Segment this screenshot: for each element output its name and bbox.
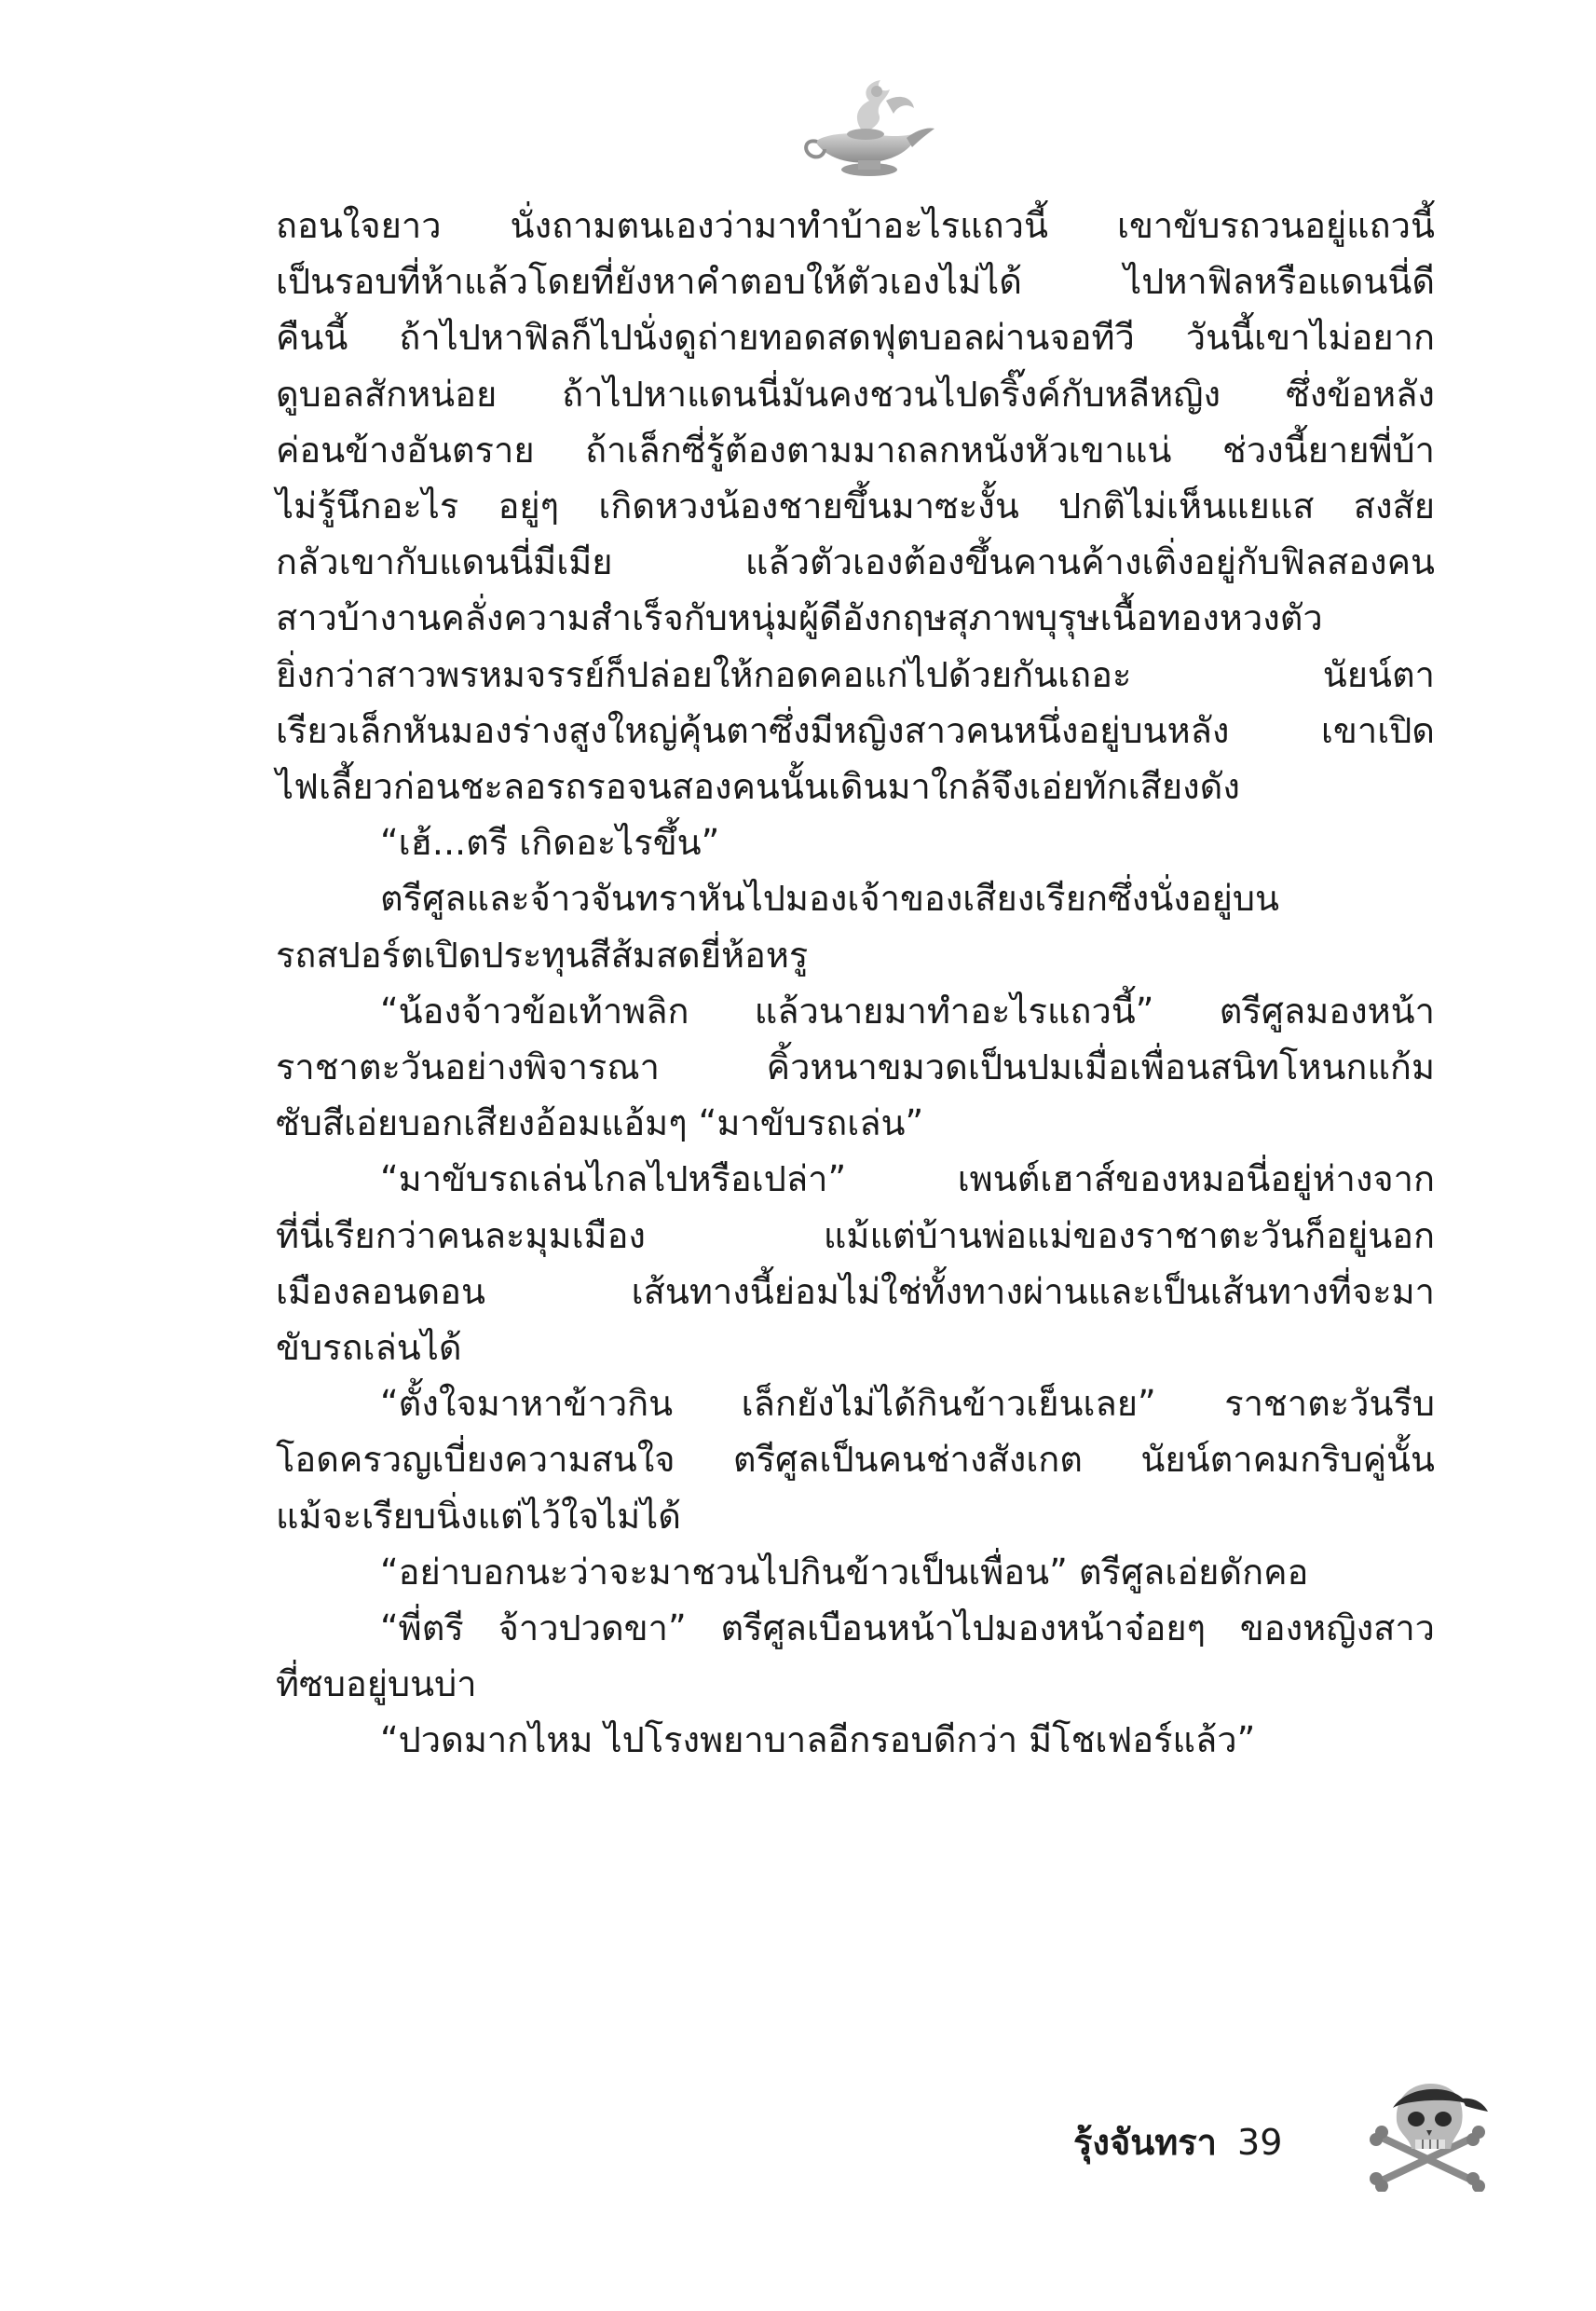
text-line: สาวบ้างานคลั่งความสำเร็จกับหนุ่มผู้ดีอังกฤษสุภาพบุรุษเนื้อทองหวงตัว: [276, 597, 1323, 639]
text-line: คืนนี้ ถ้าไปหาฟิลก็ไปนั่งดูถ่ายทอดสดฟุตบอลผ่านจอทีวี วันนี้เขาไม่อยาก: [276, 317, 1435, 359]
text-line: “ปวดมากไหม ไปโรงพยาบาลอีกรอบดีกว่า มีโชเฟอร์แล้ว”: [380, 1719, 1256, 1761]
text-line: “พี่ตรี จ้าวปวดขา” ตรีศูลเบือนหน้าไปมองหน้าจ๋อยๆ ของหญิงสาว: [380, 1607, 1435, 1649]
text-line: ซับสีเอ่ยบอกเสียงอ้อมแอ้มๆ “มาขับรถเล่น”: [276, 1102, 924, 1144]
text-line: เป็นรอบที่ห้าแล้วโดยที่ยังหาคำตอบให้ตัวเองไม่ได้ ไปหาฟิลหรือแดนนี่ดี: [276, 261, 1435, 303]
text-line: ที่ซบอยู่บนบ่า: [276, 1663, 477, 1705]
text-line: กลัวเขากับแดนนี่มีเมีย แล้วตัวเองต้องขึ้นคานค้างเติ่งอยู่กับฟิลสองคน: [276, 541, 1435, 583]
genie-lamp-icon: [797, 73, 936, 185]
text-line: “อย่าบอกนะว่าจะมาชวนไปกินข้าวเป็นเพื่อน” ตรีศูลเอ่ยดักคอ: [380, 1551, 1309, 1593]
text-line: ยิ่งกว่าสาวพรหมจรรย์ก็ปล่อยให้กอดคอแก่ไปด้วยกันเถอะ นัยน์ตา: [276, 653, 1435, 695]
text-line: โอดครวญเบี่ยงความสนใจ ตรีศูลเป็นคนช่างสังเกต นัยน์ตาคมกริบคู่นั้น: [276, 1439, 1435, 1481]
book-title: รุ้งจันทรา: [1073, 2122, 1218, 2163]
text-line: “น้องจ้าวข้อเท้าพลิก แล้วนายมาทำอะไรแถวนี้” ตรีศูลมองหน้า: [380, 990, 1435, 1032]
text-line: ไฟเลี้ยวก่อนชะลอรถรอจนสองคนนั้นเดินมาใกล้จึงเอ่ยทักเสียงดัง: [276, 766, 1240, 808]
text-line: ราชาตะวันอย่างพิจารณา คิ้วหนาขมวดเป็นปมเมื่อเพื่อนสนิทโหนกแก้ม: [276, 1046, 1435, 1088]
text-line: “เฮ้...ตรี เกิดอะไรขึ้น”: [380, 822, 720, 864]
text-line: ดูบอลสักหน่อย ถ้าไปหาแดนนี่มันคงชวนไปดริ๊งค์กับหลีหญิง ซึ่งข้อหลัง: [276, 373, 1435, 415]
text-line: ถอนใจยาว นั่งถามตนเองว่ามาทำบ้าอะไรแถวนี้ เขาขับรถวนอยู่แถวนี้: [276, 205, 1435, 246]
text-line: แม้จะเรียบนิ่งแต่ไว้ใจไม่ได้: [276, 1495, 681, 1537]
text-line: ค่อนข้างอันตราย ถ้าเล็กซี่รู้ต้องตามมาถลกหนังหัวเขาแน่ ช่วงนี้ยายพี่บ้า: [276, 429, 1435, 471]
page-footer: [1073, 2113, 1282, 2170]
text-line: เรียวเล็กหันมองร่างสูงใหญ่คุ้นตาซึ่งมีหญิงสาวคนหนึ่งอยู่บนหลัง เขาเปิด: [276, 709, 1435, 751]
pirate-skull-crossbones-icon: [1365, 2071, 1491, 2192]
page-number: 39: [1237, 2122, 1283, 2163]
text-line: ไม่รู้นึกอะไร อยู่ๆ เกิดหวงน้องชายขึ้นมาซะงั้น ปกติไม่เห็นแยแส สงสัย: [276, 485, 1435, 527]
text-line: ที่นี่เรียกว่าคนละมุมเมือง แม้แต่บ้านพ่อแม่ของราชาตะวันก็อยู่นอก: [276, 1214, 1435, 1256]
text-line: เมืองลอนดอน เส้นทางนี้ย่อมไม่ใช่ทั้งทางผ่านและเป็นเส้นทางที่จะมา: [276, 1270, 1435, 1312]
story-body: [276, 198, 1435, 1769]
text-line: รถสปอร์ตเปิดประทุนสีส้มสดยี่ห้อหรู: [276, 934, 809, 976]
text-line: “มาขับรถเล่นไกลไปหรือเปล่า” เพนต์เฮาส์ของหมอนี่อยู่ห่างจาก: [380, 1158, 1435, 1200]
text-line: ขับรถเล่นได้: [276, 1327, 462, 1369]
text-line: “ตั้งใจมาหาข้าวกิน เล็กยังไม่ได้กินข้าวเย็นเลย” ราชาตะวันรีบ: [380, 1383, 1435, 1425]
text-line: ตรีศูลและจ้าวจันทราหันไปมองเจ้าของเสียงเรียกซึ่งนั่งอยู่บน: [380, 878, 1280, 920]
